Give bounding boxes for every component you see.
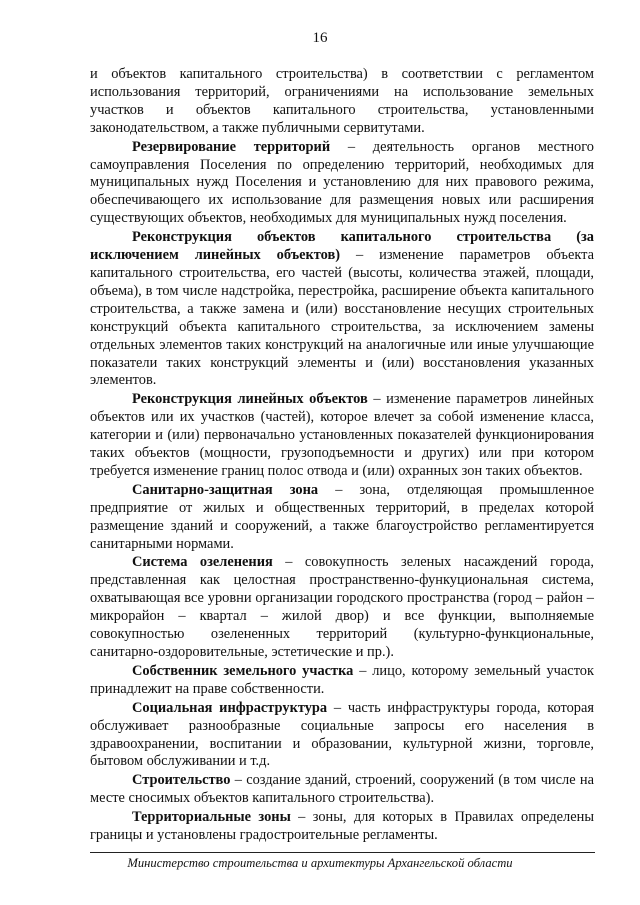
definition-text: – зона, отделяющая промышленное предприятие от жилых и общественных территорий, в пределах которой размещение зданий и сооружений, а также благоустройство регламентируется санитарными нормами. (90, 481, 594, 552)
definition-paragraph (90, 554, 594, 661)
definition-term: Реконструкция объектов капитального строительства (за исключением линейных объектов) (90, 229, 594, 264)
paragraph-text: и объектов капитального строительства) в соответствии с регламентом использования территорий, ограничениями на использование земельных участков и объектов капитального строительства, установленными законодательством, а также публичными сервитутами. (90, 66, 594, 136)
definition-paragraph (90, 663, 594, 699)
definition-term: Система озеленения (132, 554, 273, 571)
definition-paragraph (90, 700, 594, 772)
footer-divider (90, 852, 595, 853)
definition-paragraph (90, 229, 594, 390)
definition-term: Территориальные зоны (132, 809, 291, 826)
page-number: 16 (312, 30, 328, 46)
definition-text: – часть инфраструктуры города, которая обслуживает разнообразные социальные запросы его населения в здравоохранении, воспитании и образовании, культурной жизни, торговле, бытовом обслуживании и т.д. (90, 699, 594, 770)
definition-paragraph (90, 139, 594, 229)
definition-term: Санитарно-защитная зона (132, 481, 319, 498)
definition-text: – совокупность зеленых насаждений города, представленная как целостная пространственно-функуциональная система, охватывающая все уровни организации городского пространства (город – район – микрорайон – квартал – жилой двор) и все функции, выполняемые совокупностью озелененных территорий (культурно-функциональные, санитарно-оздоровительные, эстетические и пр.). (90, 554, 595, 660)
definition-text: – лицо, которому земельный участок принадлежит на праве собственности. (90, 662, 594, 697)
definition-text: – изменение параметров линейных объектов или их участков (частей), которое влечет за собой изменение класса, категории и (или) первоначально установленных показателей функционирования таких объектов (мощности, грузоподъемности и других) или при котором требуется изменение границ полос отвода и (или) охранных зон таких объектов. (90, 391, 594, 479)
definition-paragraph (90, 809, 594, 845)
page-footer: Министерство строительства и архитектуры Архангельской области (127, 856, 513, 870)
definition-term: Резервирование территорий (132, 138, 331, 155)
definition-term: Реконструкция линейных объектов (132, 391, 368, 408)
definition-text: – изменение параметров объекта капитального строительства, его частей (высоты, количества этажей, площади, объема), в том числе надстройка, перестройка, расширение объекта капитального строительства, а также замена и (или) восстановление несущих строительных конструкций объекта капитального строительства, за исключением замены отдельных элементов таких конструкций на аналогичные или иные улучшающие показатели таких конструкций элементы и (или) восстановления указанных элементов. (90, 247, 594, 389)
definition-paragraph (90, 772, 594, 808)
definition-text: – зоны, для которых в Правилах определены границы и установлены градостроительные регламенты. (90, 809, 594, 844)
definition-term: Собственник земельного участка (132, 662, 354, 679)
definition-text: – деятельность органов местного самоуправления Поселения по определению территорий, необходимых для муниципальных нужд Поселения и установлению для них правового режима, обеспечивающего их использование для размещения новых или расширения существующих объектов, необходимых для муниципальных нужд поселения. (90, 138, 594, 227)
document-body (90, 66, 594, 846)
definition-paragraph (90, 391, 594, 481)
definition-paragraph (90, 482, 594, 554)
definition-term: Социальная инфраструктура (132, 699, 328, 716)
definition-text: – создание зданий, строений, сооружений (в том числе на месте сносимых объектов капитального строительства). (90, 772, 594, 807)
paragraph-continuation (90, 66, 594, 138)
definition-term: Строительство (132, 772, 231, 789)
